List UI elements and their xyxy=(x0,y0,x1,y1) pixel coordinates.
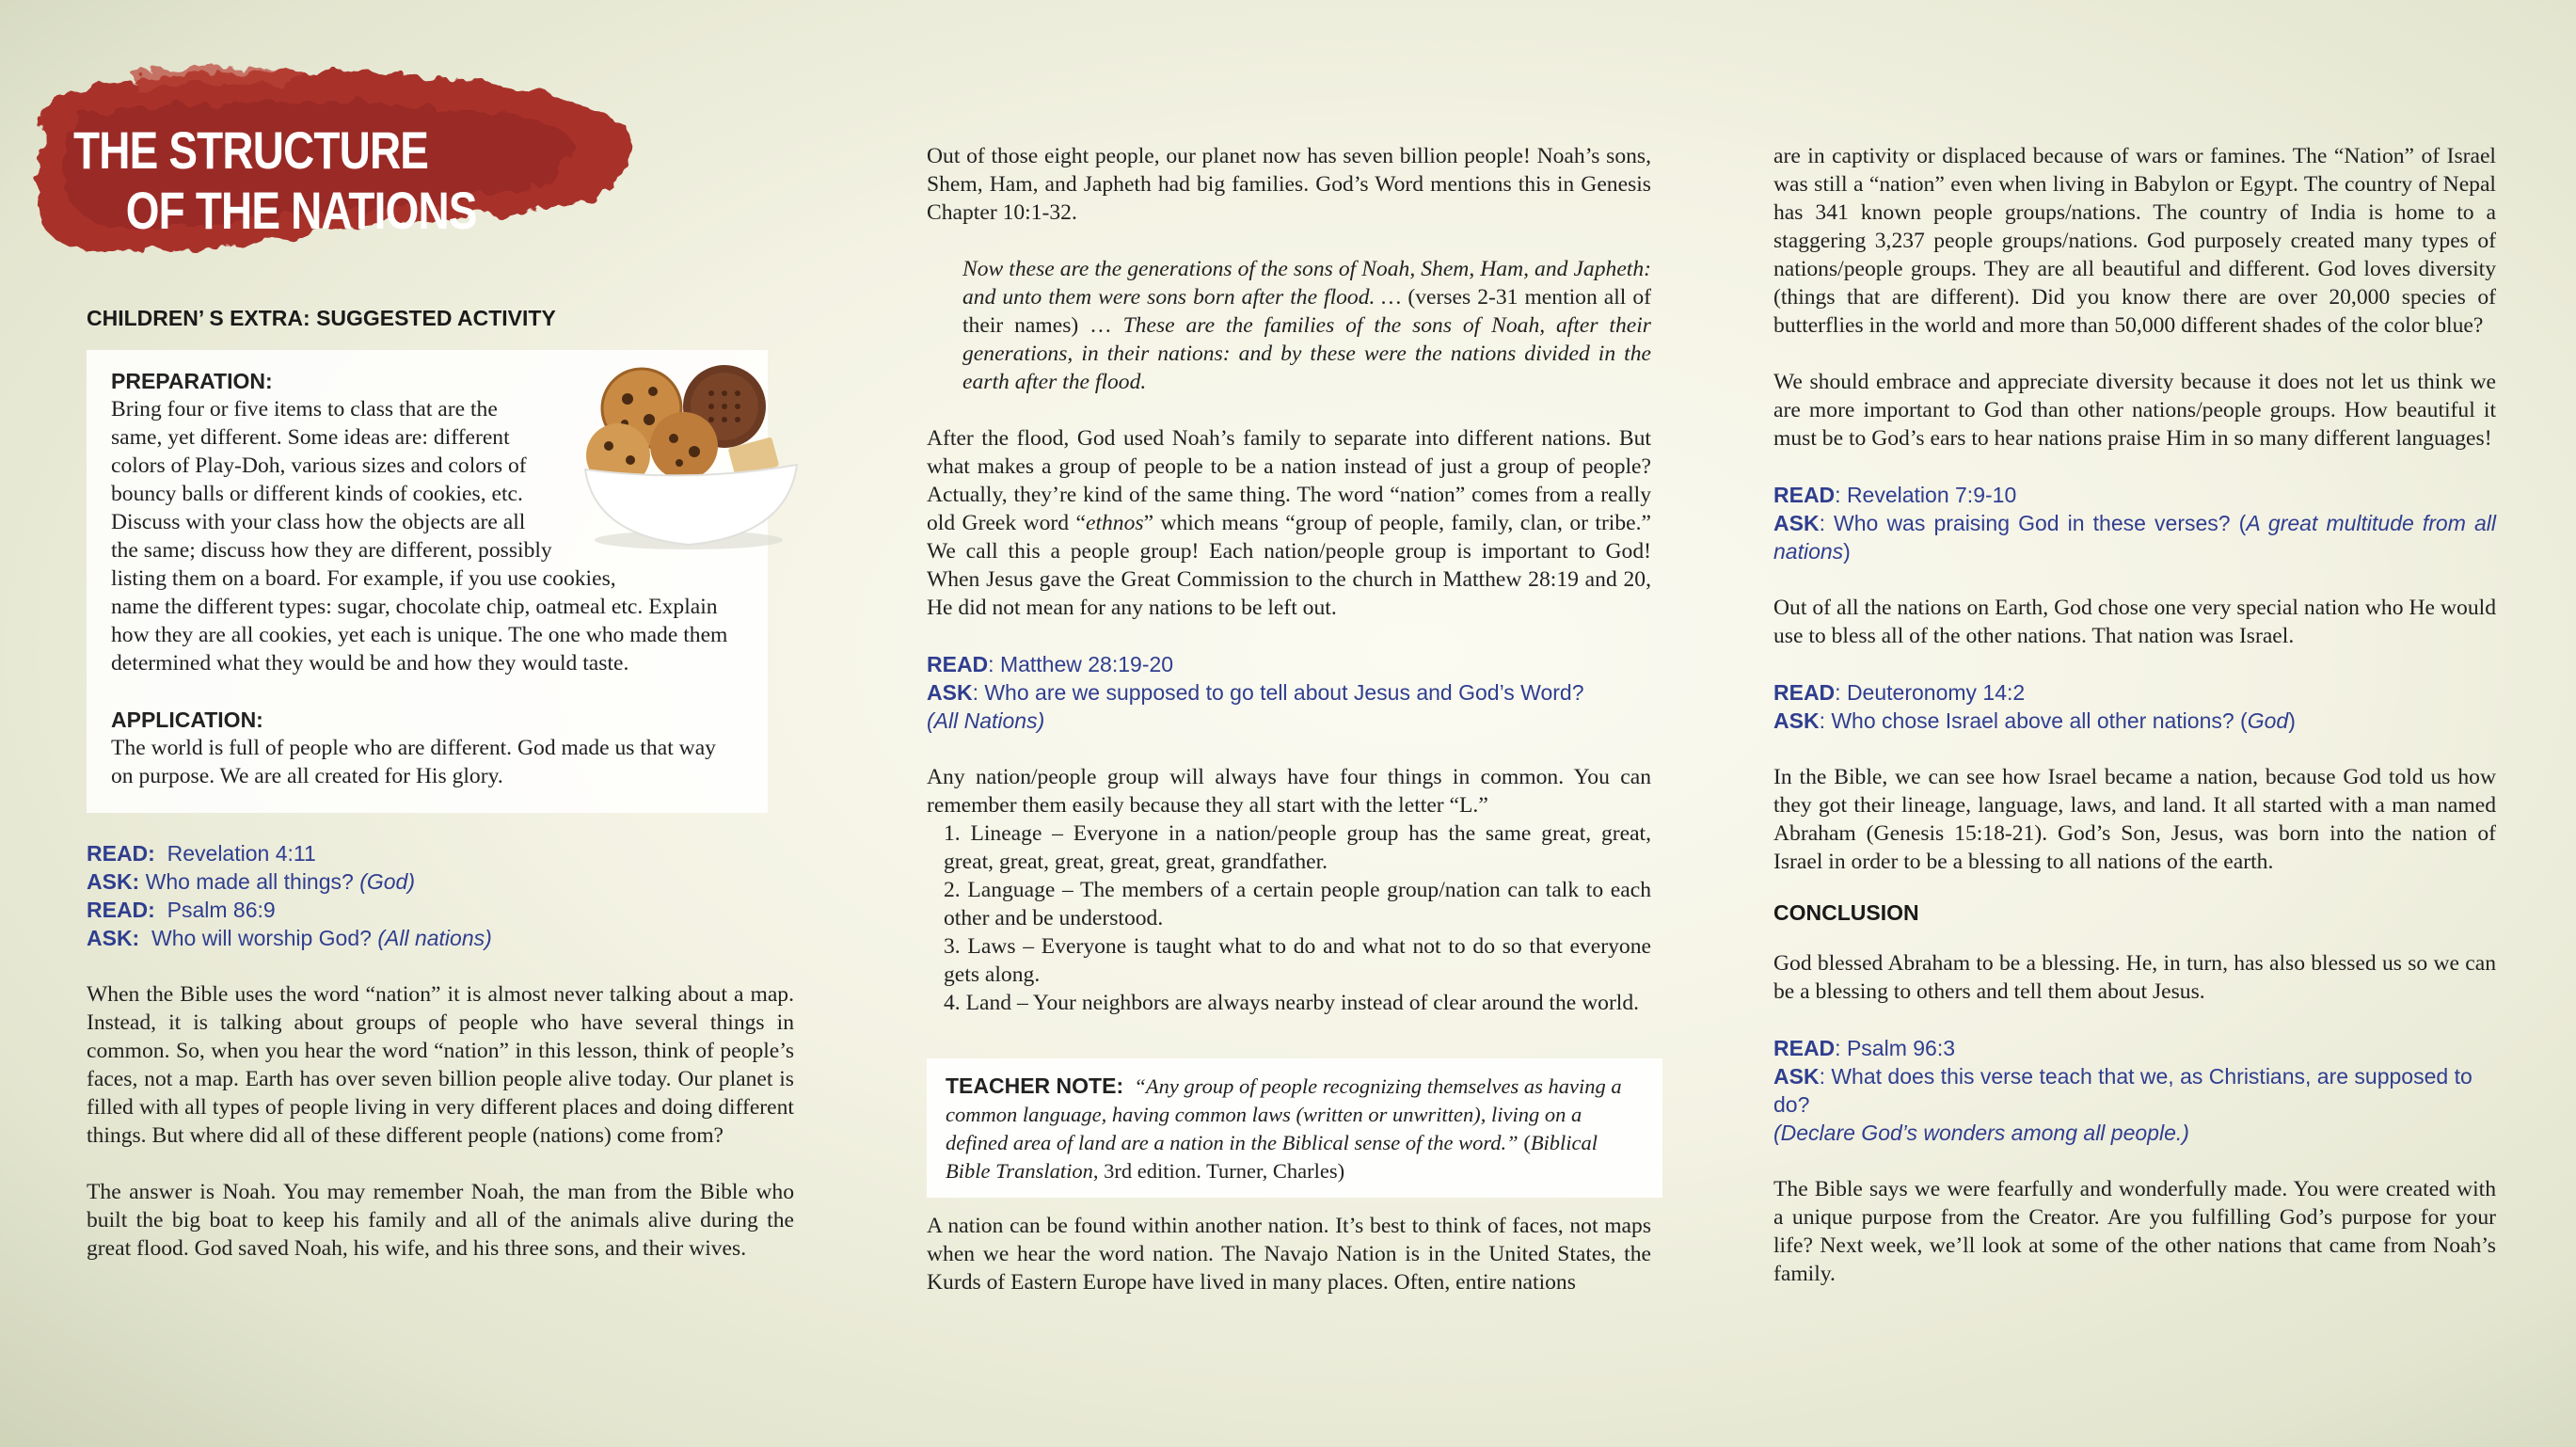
paragraph-conclusion: God blessed Abraham to be a blessing. He, in turn, has also blessed us so we can be a blessing to others and tell them about Jesus. xyxy=(1773,951,2496,1004)
list-item: 4. Land – Your neighbors are always nearby instead of clear around the world. xyxy=(944,991,1640,1015)
paragraph-closing: The Bible says we were fearfully and wonderfully made. You were created with a unique purpose from the Creator. Are you fulfilling God’s purpose for your life? Next week, we’ll look at some of the other nations that came from Noah’s family. xyxy=(1773,1177,2496,1286)
read-psalm-86-9: READ: Psalm 86:9 xyxy=(87,898,276,922)
cookie-bowl-image xyxy=(576,352,802,559)
conclusion-heading: CONCLUSION xyxy=(1773,900,1919,925)
paragraph-eight-people: Out of those eight people, our planet now has seven billion people! Noah’s sons, Shem, Ham, and Japheth had big families. God’s Word mentions this in Genesis Chapter 10:1-32. xyxy=(927,144,1651,225)
paragraph-after-flood: After the flood, God used Noah’s family to separate into different nations. But what makes a group of people to be a nation instead of just a group of people? Actually, they’re kind of the same thing. The word “nation” comes from a really old Greek word “ethnos” which means “group of people, family, clan, or tribe.” We call this a people group! Each nation/people group is important to God! When Jesus gave the Great Commission to the church in Matthew 28:19 and 20, He did not mean for any nations to be left out. xyxy=(927,426,1651,620)
ask-answer-all-nations: (All Nations) xyxy=(927,708,1045,733)
activity-heading: CHILDREN’ S EXTRA: SUGGESTED ACTIVITY xyxy=(87,306,556,330)
ask-who-will-worship: ASK: Who will worship God? (All nations) xyxy=(87,926,492,950)
ask-who-made-all-things: ASK: Who made all things? (God) xyxy=(87,869,415,894)
paragraph-diversity: We should embrace and appreciate diversity because it does not let us think we are more important to God than other nations/people groups. How beautiful it must be to God’s ears to hear nations praise Him in so many different languages! xyxy=(1773,370,2496,451)
list-item: 3. Laws – Everyone is taught what to do and what not to do so that everyone gets along. xyxy=(944,934,1651,987)
preparation-label: PREPARATION: xyxy=(111,369,273,393)
read-deuteronomy: READ: Deuteronomy 14:2 xyxy=(1773,680,2026,705)
application-label: APPLICATION: xyxy=(111,708,263,732)
paragraph-special-nation: Out of all the nations on Earth, God chose one very special nation who He would use to bless all of the other nations. That nation was Israel. xyxy=(1773,596,2496,648)
paragraph-captivity: are in captivity or displaced because of wars or famines. The “Nation” of Israel was still a “nation” even when living in Babylon or Egypt. The country of Nepal has 341 known people groups/nations. The country of India is home to a staggering 3,237 people groups/nations. God purposely created many types of nations/people groups. They are all beautiful and different. God loves diversity (things that are different). Did you know there are over 20,000 species of butterflies in the world and more than 50,000 different shades of the color blue? xyxy=(1773,144,2496,338)
read-revelation-7: READ: Revelation 7:9-10 xyxy=(1773,483,2017,507)
read-psalm-96: READ: Psalm 96:3 xyxy=(1773,1036,1956,1060)
paragraph-four-things: Any nation/people group will always have four things in common. You can remember them easily because they all start with the letter “L.” xyxy=(927,765,1651,818)
list-item: 1. Lineage – Everyone in a nation/people group has the same great, great, great, great, great, great, great, grandfather. xyxy=(944,821,1651,874)
ask-who-chose-israel: ASK: Who chose Israel above all other nations? (God) xyxy=(1773,708,2296,733)
ask-who-praising: ASK: Who was praising God in these verses? (A great multitude from all nations) xyxy=(1773,511,2496,564)
paragraph-nation-within-nation: A nation can be found within another nation. It’s best to think of faces, not maps when we hear the word nation. The Navajo Nation is in the United States, the Kurds of Eastern Europe have lived in many places. Often, entire nations xyxy=(927,1214,1651,1295)
ask-what-verse-teach: ASK: What does this verse teach that we, as Christians, are supposed to do? xyxy=(1773,1064,2473,1117)
four-l-list xyxy=(927,819,1651,1017)
read-matthew-28: READ: Matthew 28:19-20 xyxy=(927,652,1174,676)
preparation-text: Bring four or five items to class that are the same, yet different. Some ideas are: different colors of Play-Doh, various sizes and colors of bouncy balls or different kinds of cookies, etc. Discuss with your class how the objects are all the same; discuss how they are different, possibly listing them on a board. For example, if you use cookies, name the different types: sugar, chocolate chip, oatmeal etc. Explain how they are all cookies, yet each is unique. The one who made them determined what they would be and how they would taste. xyxy=(111,397,728,676)
application-text: The world is full of people who are different. God made us that way on purpose. We are all created for His glory. xyxy=(111,736,716,788)
ask-who-go-tell: ASK: Who are we supposed to go tell about Jesus and God’s Word? xyxy=(927,680,1584,705)
activity-box xyxy=(87,350,768,813)
paragraph-nation-meaning: When the Bible uses the word “nation” it is almost never talking about a map. Instead, it is talking about groups of people who have several things in common. So, when you hear the word “nation” in this lesson, think of people’s faces, not a map. Earth has over seven billion people alive today. Our planet is filled with all types of people living in very different places and doing different things. But where did all of these different people (nations) come from? xyxy=(87,982,794,1148)
read-revelation-4-11: READ: Revelation 4:11 xyxy=(87,841,316,866)
genesis-quote: Now these are the generations of the sons of Noah, Shem, Ham, and Japheth: and unto them were sons born after the flood. … (verses 2-31 mention all of their names) … These are the families of the sons of Noah, after their generations, in their nations: and by these were the nations divided in the earth after the flood. xyxy=(962,257,1651,394)
paragraph-noah: The answer is Noah. You may remember Noah, the man from the Bible who built the big boat to keep his family and all of the animals alive during the great flood. God saved Noah, his wife, and his three sons, and their wives. xyxy=(87,1180,794,1261)
paragraph-israel-nation: In the Bible, we can see how Israel became a nation, because God told us how they got their lineage, language, laws, and land. It all started with a man named Abraham (Genesis 15:18-21). God’s Son, Jesus, was born into the nation of Israel in order to be a blessing to all nations of the earth. xyxy=(1773,765,2496,874)
title-line-1: THE STRUCTURE xyxy=(73,120,429,180)
page-title xyxy=(73,120,477,241)
list-item: 2. Language – The members of a certain people group/nation can talk to each other and be understood. xyxy=(944,878,1651,930)
teacher-note-text: TEACHER NOTE: “Any group of people recognizing themselves as having a common language, having common laws (written or unwritten), living on a defined area of land are a nation in the Biblical sense of the word.” (Biblical Bible Translation, 3rd edition. Turner, Charles) xyxy=(946,1073,1622,1183)
title-line-2: OF THE NATIONS xyxy=(125,181,477,240)
ask-answer-declare: (Declare God’s wonders among all people.) xyxy=(1773,1121,2189,1145)
teacher-note-box xyxy=(927,1058,1662,1198)
